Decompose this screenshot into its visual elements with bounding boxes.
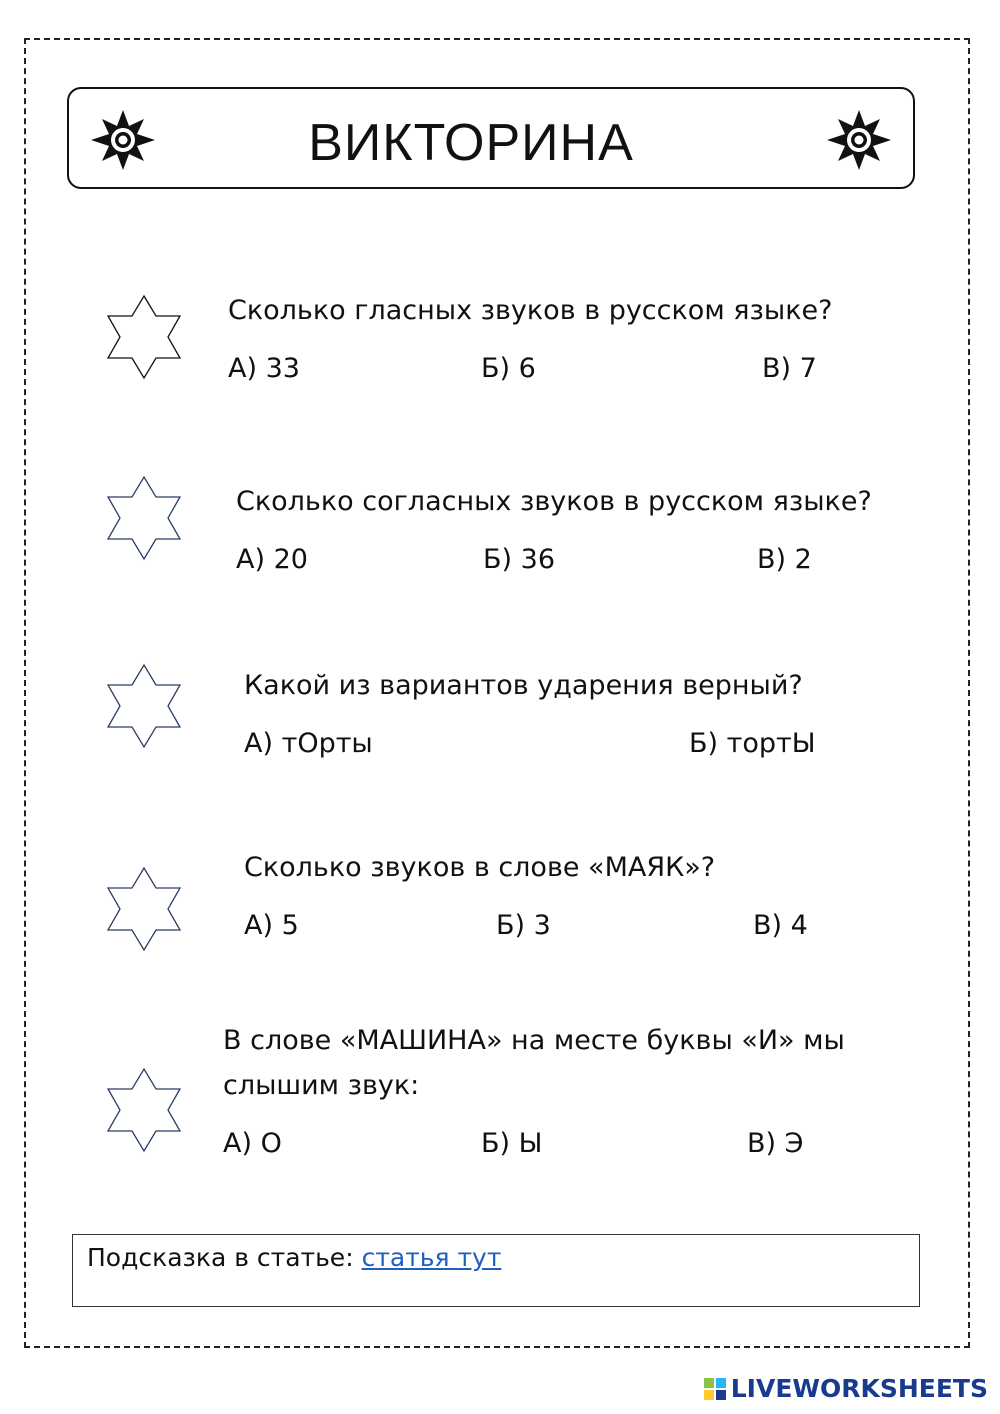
star-icon [106,663,182,749]
answer-option[interactable]: В) 2 [757,544,812,575]
star-icon [106,475,182,561]
answer-option[interactable]: А) 5 [244,910,299,941]
question-text: В слове «МАШИНА» на месте буквы «И» мы [223,1025,845,1056]
question-text: Сколько согласных звуков в русском языке? [236,486,872,517]
answer-option[interactable]: В) Э [747,1128,804,1159]
article-link[interactable]: статья тут [361,1243,502,1272]
sun-icon [825,109,893,171]
page-title: ВИКТОРИНА [308,114,634,172]
question-text: Сколько звуков в слове «МАЯК»? [244,852,716,883]
question-text: Какой из вариантов ударения верный? [244,670,803,701]
answer-option[interactable]: В) 4 [753,910,808,941]
star-icon [106,294,182,380]
hint-label: Подсказка в статье: [87,1243,354,1272]
question-text: слышим звук: [223,1070,420,1101]
answer-option[interactable]: Б) 3 [496,910,551,941]
brand-text: LIVEWORKSHEETS [730,1374,988,1403]
answer-option[interactable]: А) О [223,1128,282,1159]
title-banner [67,87,915,189]
liveworksheets-logo [703,1374,988,1403]
answer-option[interactable]: Б) 36 [483,544,555,575]
hint-box [72,1234,920,1307]
answer-option[interactable]: В) 7 [762,353,817,384]
question-text: Сколько гласных звуков в русском языке? [228,295,833,326]
hint-line [87,1243,501,1272]
liveworksheets-logo-icon [703,1377,727,1401]
answer-option[interactable]: А) тОрты [244,728,373,759]
answer-option[interactable]: А) 20 [236,544,308,575]
answer-option[interactable]: Б) тортЫ [689,728,816,759]
star-icon [106,866,182,952]
star-icon [106,1067,182,1153]
answer-option[interactable]: А) 33 [228,353,300,384]
answer-option[interactable]: Б) 6 [481,353,536,384]
answer-option[interactable]: Б) Ы [481,1128,543,1159]
